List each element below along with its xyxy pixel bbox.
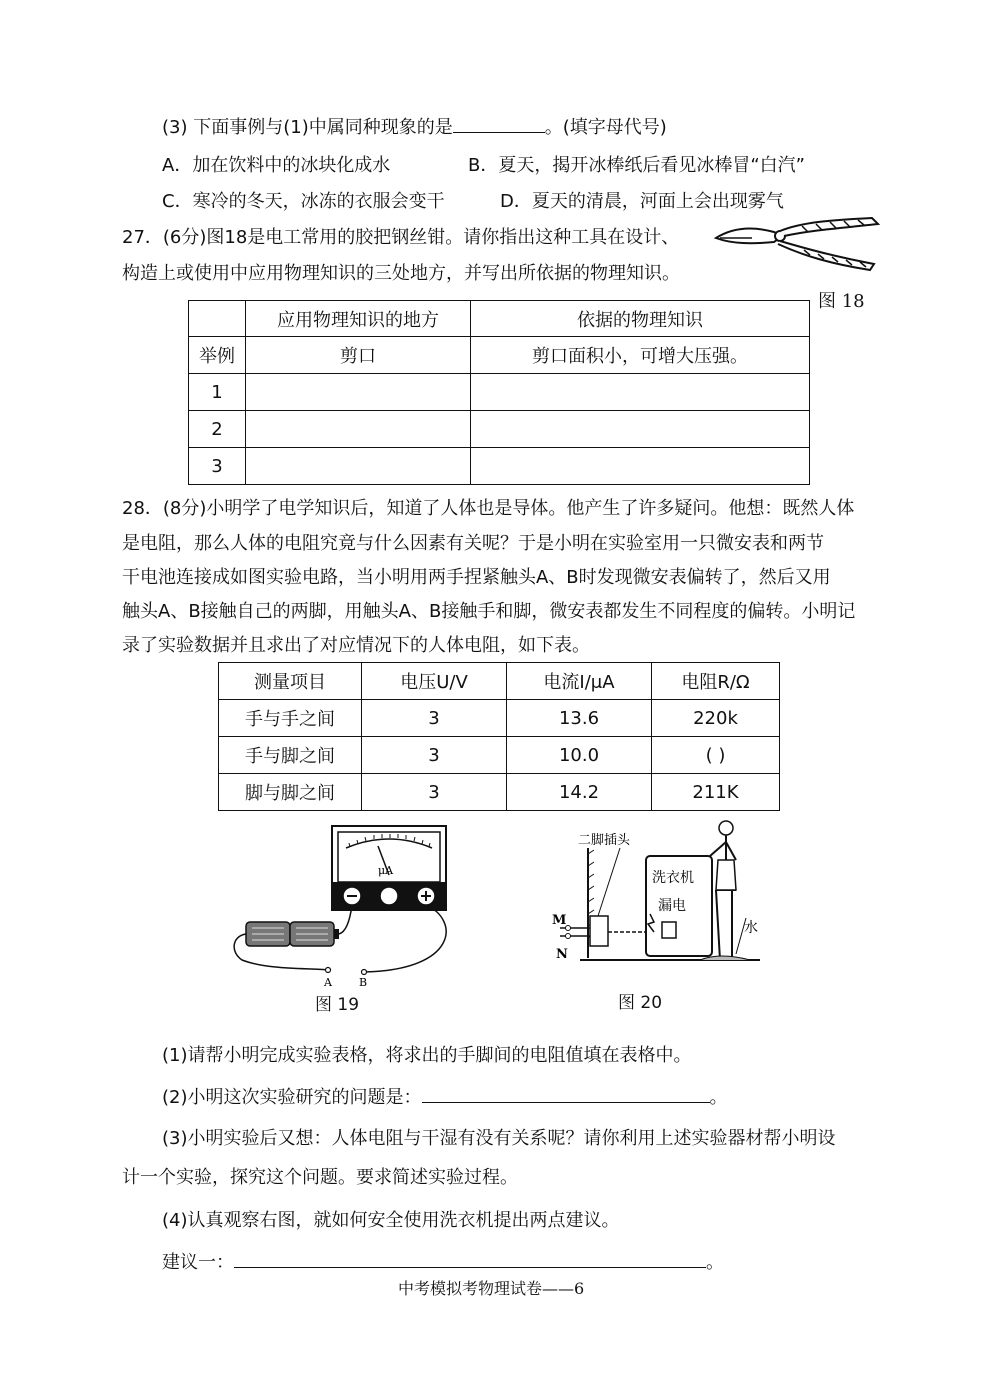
q27-line2: 构造上或使用中应用物理知识的三处地方，并写出所依据的物理知识。 <box>122 263 680 284</box>
q28-line: 干电池连接成如图实验电路，当小明用两手捏紧触头A、B时发现微安表偏转了，然后又用 <box>122 567 831 588</box>
figure-18-label: 图 18 <box>818 291 865 312</box>
figure-20-washing-machine <box>550 820 770 970</box>
q28-line: 28．(8分)小明学了电学知识后，知道了人体也是导体。他产生了许多疑问。他想：既然人体 <box>122 498 855 519</box>
sub-question-3-line2: 计一个实验，探究这个问题。要求简述实验过程。 <box>122 1167 518 1188</box>
washer-label: 洗衣机 <box>652 870 694 886</box>
table-row: 举例 剪口 剪口面积小，可增大压强。 <box>189 337 810 374</box>
q28-table <box>218 662 780 811</box>
meter-unit-label: μA <box>378 864 394 877</box>
table-row: 2 <box>189 411 810 448</box>
q28-line: 触头A、B接触自己的两脚，用触头A、B接触手和脚，微安表都发生不同程度的偏转。小明记 <box>122 601 856 622</box>
answer-cell[interactable] <box>471 411 810 448</box>
sub-question-2: (2)小明这次实验研究的问题是： 。 <box>162 1087 728 1108</box>
answer-cell[interactable] <box>246 448 471 485</box>
answer-cell[interactable] <box>471 374 810 411</box>
q27-line1: 27．(6分)图18是电工常用的胶把钢丝钳。请你指出这种工具在设计、 <box>122 227 680 248</box>
terminal-a-label: A <box>324 976 332 989</box>
option-c: C．寒冷的冬天，冰冻的衣服会变干 <box>162 191 445 212</box>
suggestion-1: 建议一： 。 <box>162 1252 724 1273</box>
answer-blank[interactable] <box>234 1267 706 1268</box>
terminal-b-label: B <box>359 976 368 989</box>
pliers-figure <box>712 214 882 274</box>
answer-blank[interactable] <box>453 132 545 133</box>
table-row: 手与脚之间 3 10.0 ( ) <box>219 737 780 774</box>
q28-line: 是电阻，那么人体的电阻究竟与什么因素有关呢？于是小明在实验室用一只微安表和两节 <box>122 533 824 554</box>
option-b: B．夏天，揭开冰棒纸后看见冰棒冒“白汽” <box>468 155 805 176</box>
n-label: N <box>556 947 568 962</box>
answer-blank[interactable] <box>422 1102 710 1103</box>
table-header-cell <box>189 301 246 337</box>
sub-question-3-line1: (3)小明实验后又想：人体电阻与干湿有没有关系呢？请你利用上述实验器材帮小明设 <box>162 1128 836 1149</box>
answer-cell[interactable] <box>246 411 471 448</box>
q28-line: 录了实验数据并且求出了对应情况下的人体电阻，如下表。 <box>122 635 590 656</box>
answer-cell[interactable] <box>246 374 471 411</box>
figure-20-caption: 图 20 <box>618 993 663 1013</box>
leak-label: 漏电 <box>658 898 686 914</box>
table-header-cell: 测量项目 <box>219 663 362 700</box>
table-row: 脚与脚之间 3 14.2 211K <box>219 774 780 811</box>
water-label: 水 <box>744 920 758 936</box>
table-row: 手与手之间 3 13.6 220k <box>219 700 780 737</box>
sub-question-1: (1)请帮小明完成实验表格，将求出的手脚间的电阻值填在表格中。 <box>162 1045 692 1066</box>
option-a: A．加在饮料中的冰块化成水 <box>162 155 391 176</box>
table-header-cell: 电压U/V <box>362 663 507 700</box>
table-header-cell: 电阻R/Ω <box>652 663 780 700</box>
q27-table <box>188 300 810 485</box>
sub-question-4: (4)认真观察右图，就如何安全使用洗衣机提出两点建议。 <box>162 1210 620 1231</box>
page-footer: 中考模拟考物理试卷——6 <box>398 1279 585 1298</box>
answer-cell[interactable] <box>471 448 810 485</box>
q26-part3: (3) 下面事例与(1)中属同种现象的是 。(填字母代号) <box>162 117 667 138</box>
plug-label: 二脚插头 <box>578 833 631 848</box>
table-header-cell: 应用物理知识的地方 <box>246 301 471 337</box>
table-header-cell: 电流I/μA <box>507 663 652 700</box>
m-label: M <box>552 913 567 928</box>
table-row: 3 <box>189 448 810 485</box>
figure-19-caption: 图 19 <box>315 995 360 1015</box>
option-d: D．夏天的清晨，河面上会出现雾气 <box>500 191 784 212</box>
table-row: 1 <box>189 374 810 411</box>
answer-cell[interactable]: ( ) <box>652 737 780 774</box>
figure-19-circuit <box>228 820 468 990</box>
table-header-cell: 依据的物理知识 <box>471 301 810 337</box>
